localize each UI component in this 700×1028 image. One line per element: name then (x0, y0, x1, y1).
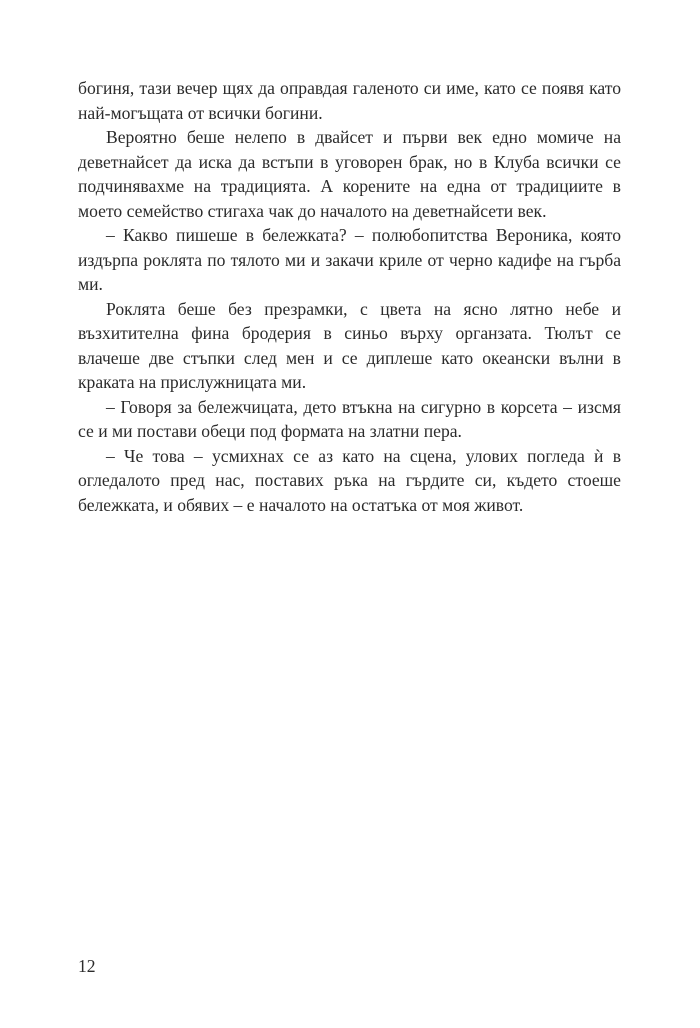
paragraph-continuation: богиня, тази вечер щях да оправдая галеното си име, като се появя като най-могъщата от всички богини. (78, 78, 621, 123)
paragraph-dress-description: Роклята беше без презрамки, с цвета на ясно лятно небе и възхитителна фина бродерия в синьо върху органзата. Тюлът се влачеше две стъпки след мен и се диплеше като океански вълни в краката на прислужницата ми. (78, 298, 621, 392)
page-number: 12 (78, 956, 96, 976)
paragraph-dialogue-question: – Какво пишеше в бележката? – полюбопитства Вероника, която издърпа роклята по тялото ми и закачи криле от черно кадифе на гърба ми. (78, 225, 621, 294)
paragraph-tradition: Вероятно беше нелепо в двайсет и първи век едно момиче на деветнайсет да иска да встъпи в уговорен брак, но в Клуба всички се подчинявахме на традицията. А корените на една от традициите в моето семейство стигаха чак до началото на деветнайсети век. (78, 127, 621, 221)
paragraph-dialogue-note: – Говоря за бележчицата, дето втъкна на сигурно в корсета – изсмя се и ми постави обеци под формата на златни пера. (78, 396, 621, 441)
body-text (78, 76, 621, 517)
paragraph-dialogue-answer: – Че това – усмихнах се аз като на сцена, улових погледа ѝ в огледалото пред нас, поставих ръка на гърдите си, където стоеше бележката, и обявих – е началото на остатъка от моя живот. (78, 445, 621, 515)
